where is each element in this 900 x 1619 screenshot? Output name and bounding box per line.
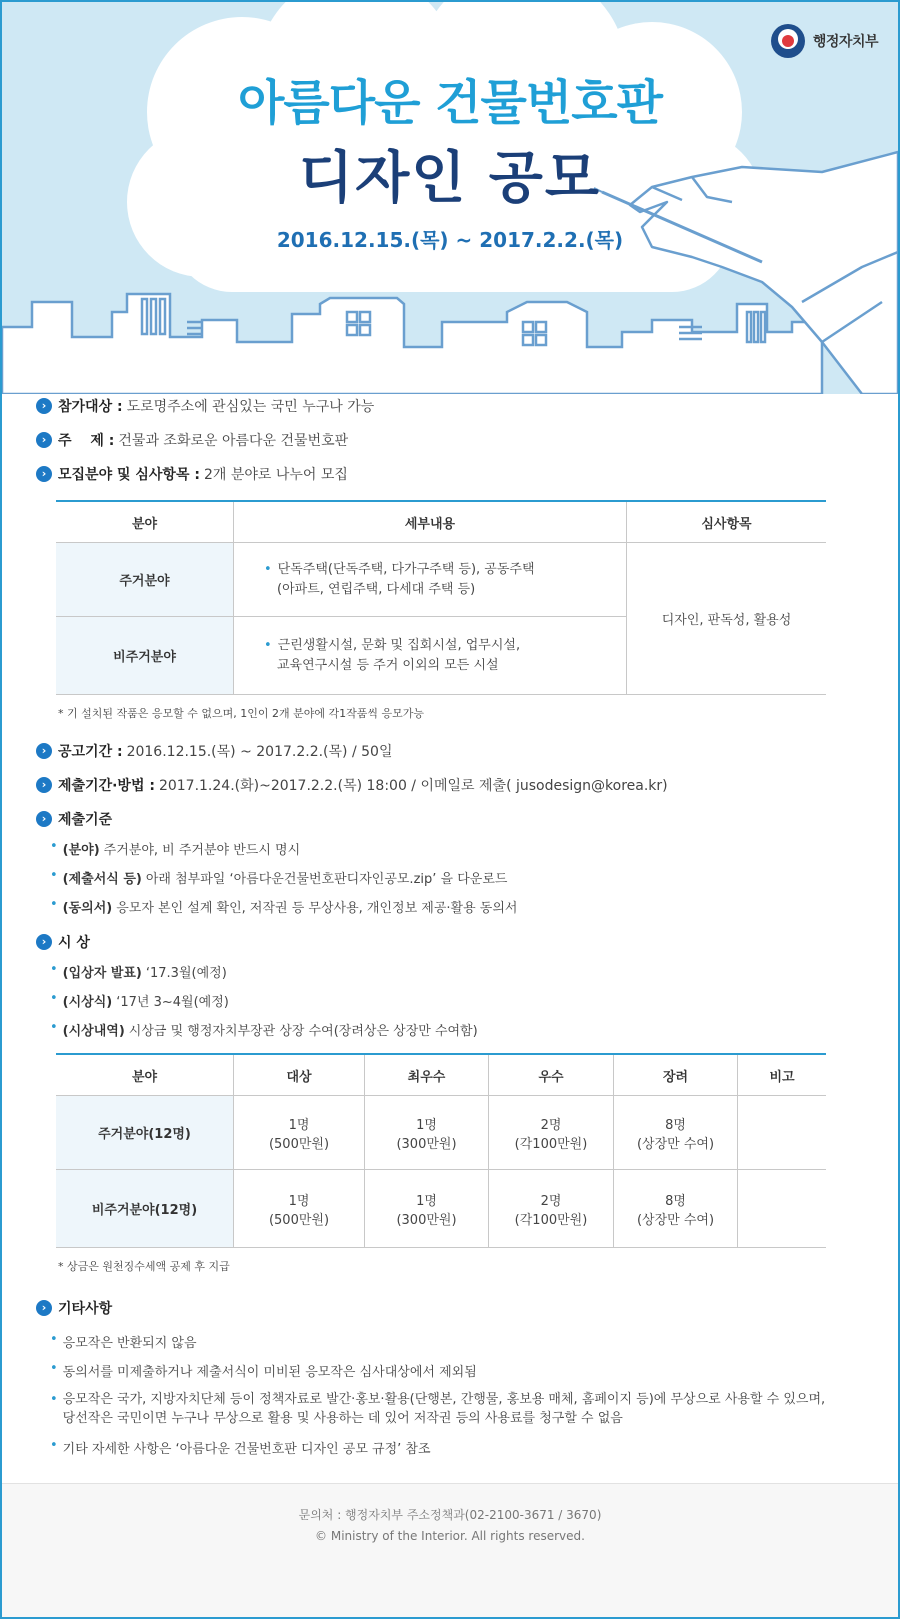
- footer: [2, 1483, 898, 1618]
- hero-banner: [2, 2, 898, 394]
- info-eligibility: [36, 396, 850, 416]
- remark-cell: [738, 1096, 827, 1170]
- info-announcement-period: [36, 741, 850, 761]
- etc-section: [36, 1298, 850, 1318]
- section-title: 기타사항: [58, 1301, 113, 1317]
- table-header: 장려: [614, 1054, 738, 1096]
- remark-cell: [738, 1170, 827, 1248]
- ministry-logo-icon: [771, 24, 805, 58]
- prize-cell: 8명 (상장만 수여): [614, 1170, 738, 1248]
- list-item: • (동의서) 응모자 본인 설계 확인, 저작권 등 무상사용, 개인정보 제공·활용 동의서: [50, 897, 518, 916]
- prize-cell: 2명 (각100만원): [489, 1096, 614, 1170]
- prize-cell: 1명 (300만원): [365, 1170, 489, 1248]
- list-item: • (시상식) ‘17년 3~4월(예정): [50, 991, 229, 1010]
- award-section: [36, 932, 850, 952]
- info-value: 2016.12.15.(목) ~ 2017.2.2.(목) / 50일: [126, 744, 393, 760]
- info-submission-method: [36, 775, 850, 795]
- chevron-right-icon: ›: [36, 934, 52, 950]
- content: [2, 396, 898, 1457]
- list-item: • 기타 자세한 사항은 ‘아름다운 건물번호판 디자인 공모 규정’ 참조: [50, 1438, 431, 1457]
- chevron-right-icon: ›: [36, 1300, 52, 1316]
- prize-note: * 상금은 원천징수세액 공제 후 지급: [58, 1260, 230, 1273]
- table-header: 세부내용: [234, 501, 627, 543]
- prize-cell: 1명 (500만원): [234, 1170, 365, 1248]
- table-header: 대상: [234, 1054, 365, 1096]
- contact-info: 문의처 : 행정자치부 주소정책과(02-2100-3671 / 3670): [298, 1508, 602, 1522]
- copyright: © Ministry of the Interior. All rights reserved.: [315, 1529, 585, 1543]
- city-skyline-illustration: [2, 294, 822, 394]
- table-header: 비고: [738, 1054, 827, 1096]
- row-detail: • 근린생활시설, 문화 및 집회시설, 업무시설, 교육연구시설 등 주거 이외의 모든 시설: [234, 617, 627, 695]
- row-detail: • 단독주택(단독주택, 다가구주택 등), 공동주택 (아파트, 연립주택, 다세대 주택 등): [234, 543, 627, 617]
- table-row: [56, 1170, 826, 1248]
- info-label: 참가대상 :: [58, 399, 123, 415]
- list-item: • (시상내역) 시상금 및 행정자치부장관 상장 수여(장려상은 상장만 수여함): [50, 1020, 478, 1039]
- prize-cell: 1명 (300만원): [365, 1096, 489, 1170]
- chevron-right-icon: ›: [36, 466, 52, 482]
- category-table: [56, 500, 826, 695]
- table-header: 분야: [56, 501, 234, 543]
- chevron-right-icon: ›: [36, 777, 52, 793]
- prize-table: [56, 1053, 826, 1248]
- prize-cell: 2명 (각100만원): [489, 1170, 614, 1248]
- info-theme: [36, 430, 850, 450]
- info-label: 공고기간 :: [58, 744, 123, 760]
- title-line1: 아름다운 건물번호판: [237, 75, 663, 131]
- info-categories: [36, 464, 850, 484]
- chevron-right-icon: ›: [36, 811, 52, 827]
- chevron-right-icon: ›: [36, 398, 52, 414]
- ministry-name: 행정자치부: [812, 34, 878, 50]
- info-value: 2개 분야로 나누어 모집: [203, 467, 348, 483]
- table-row: [56, 1096, 826, 1170]
- row-field: 주거분야: [56, 543, 234, 617]
- table-header: 최우수: [365, 1054, 489, 1096]
- info-value: 도로명주소에 관심있는 국민 누구나 가능: [126, 399, 375, 415]
- table-header: 분야: [56, 1054, 234, 1096]
- submission-section: [36, 809, 850, 829]
- ministry-logo: [771, 24, 878, 58]
- row-field: 주거분야(12명): [56, 1096, 234, 1170]
- prize-cell: 1명 (500만원): [234, 1096, 365, 1170]
- title-line2: 디자인 공모: [299, 146, 601, 211]
- info-label: 제출기간·방법 :: [58, 778, 155, 794]
- criteria-cell: 디자인, 판독성, 활용성: [627, 543, 827, 695]
- row-field: 비주거분야(12명): [56, 1170, 234, 1248]
- list-item: • (분야) 주거분야, 비 주거분야 반드시 명시: [50, 839, 301, 858]
- list-item: • (제출서식 등) 아래 첨부파일 ‘아름다운건물번호판디자인공모.zip’ 을 다운로드: [50, 868, 508, 887]
- table-row: [56, 543, 826, 617]
- info-label: 모집분야 및 심사항목 :: [58, 467, 200, 483]
- chevron-right-icon: ›: [36, 743, 52, 759]
- info-value: 2017.1.24.(화)~2017.2.2.(목) 18:00 / 이메일로 제출( jusodesign@korea.kr): [158, 778, 668, 794]
- table-header: 우수: [489, 1054, 614, 1096]
- list-item: • (입상자 발표) ‘17.3월(예정): [50, 962, 227, 981]
- chevron-right-icon: ›: [36, 432, 52, 448]
- row-field: 비주거분야: [56, 617, 234, 695]
- list-item: • 동의서를 미제출하거나 제출서식이 미비된 응모작은 심사대상에서 제외됨: [50, 1361, 477, 1380]
- info-label: 주 제 :: [58, 433, 115, 449]
- prize-cell: 8명 (상장만 수여): [614, 1096, 738, 1170]
- category-note: * 기 설치된 작품은 응모할 수 없으며, 1인이 2개 분야에 각1작품씩 응모가능: [58, 707, 424, 720]
- table-header: 심사항목: [627, 501, 827, 543]
- contest-period: 2016.12.15.(목) ~ 2017.2.2.(목): [276, 228, 624, 252]
- list-item: • 응모작은 반환되지 않음: [50, 1332, 197, 1351]
- table-header-row: [56, 501, 826, 543]
- table-header-row: [56, 1054, 826, 1096]
- info-value: 건물과 조화로운 아름다운 건물번호판: [118, 433, 349, 449]
- section-title: 시 상: [58, 935, 90, 951]
- list-item: • 응모작은 국가, 지방자치단체 등이 정책자료로 발간·홍보·활용(단행본, 간행물, 홍보용 매체, 홈페이지 등)에 무상으로 사용할 수 있으며, 당선작은 국민이면 누구나 무상으로 활용 및 사용하는 데 있어 저작권 등의 사용료를 청구할 수 없음: [50, 1392, 826, 1426]
- section-title: 제출기준: [58, 812, 113, 828]
